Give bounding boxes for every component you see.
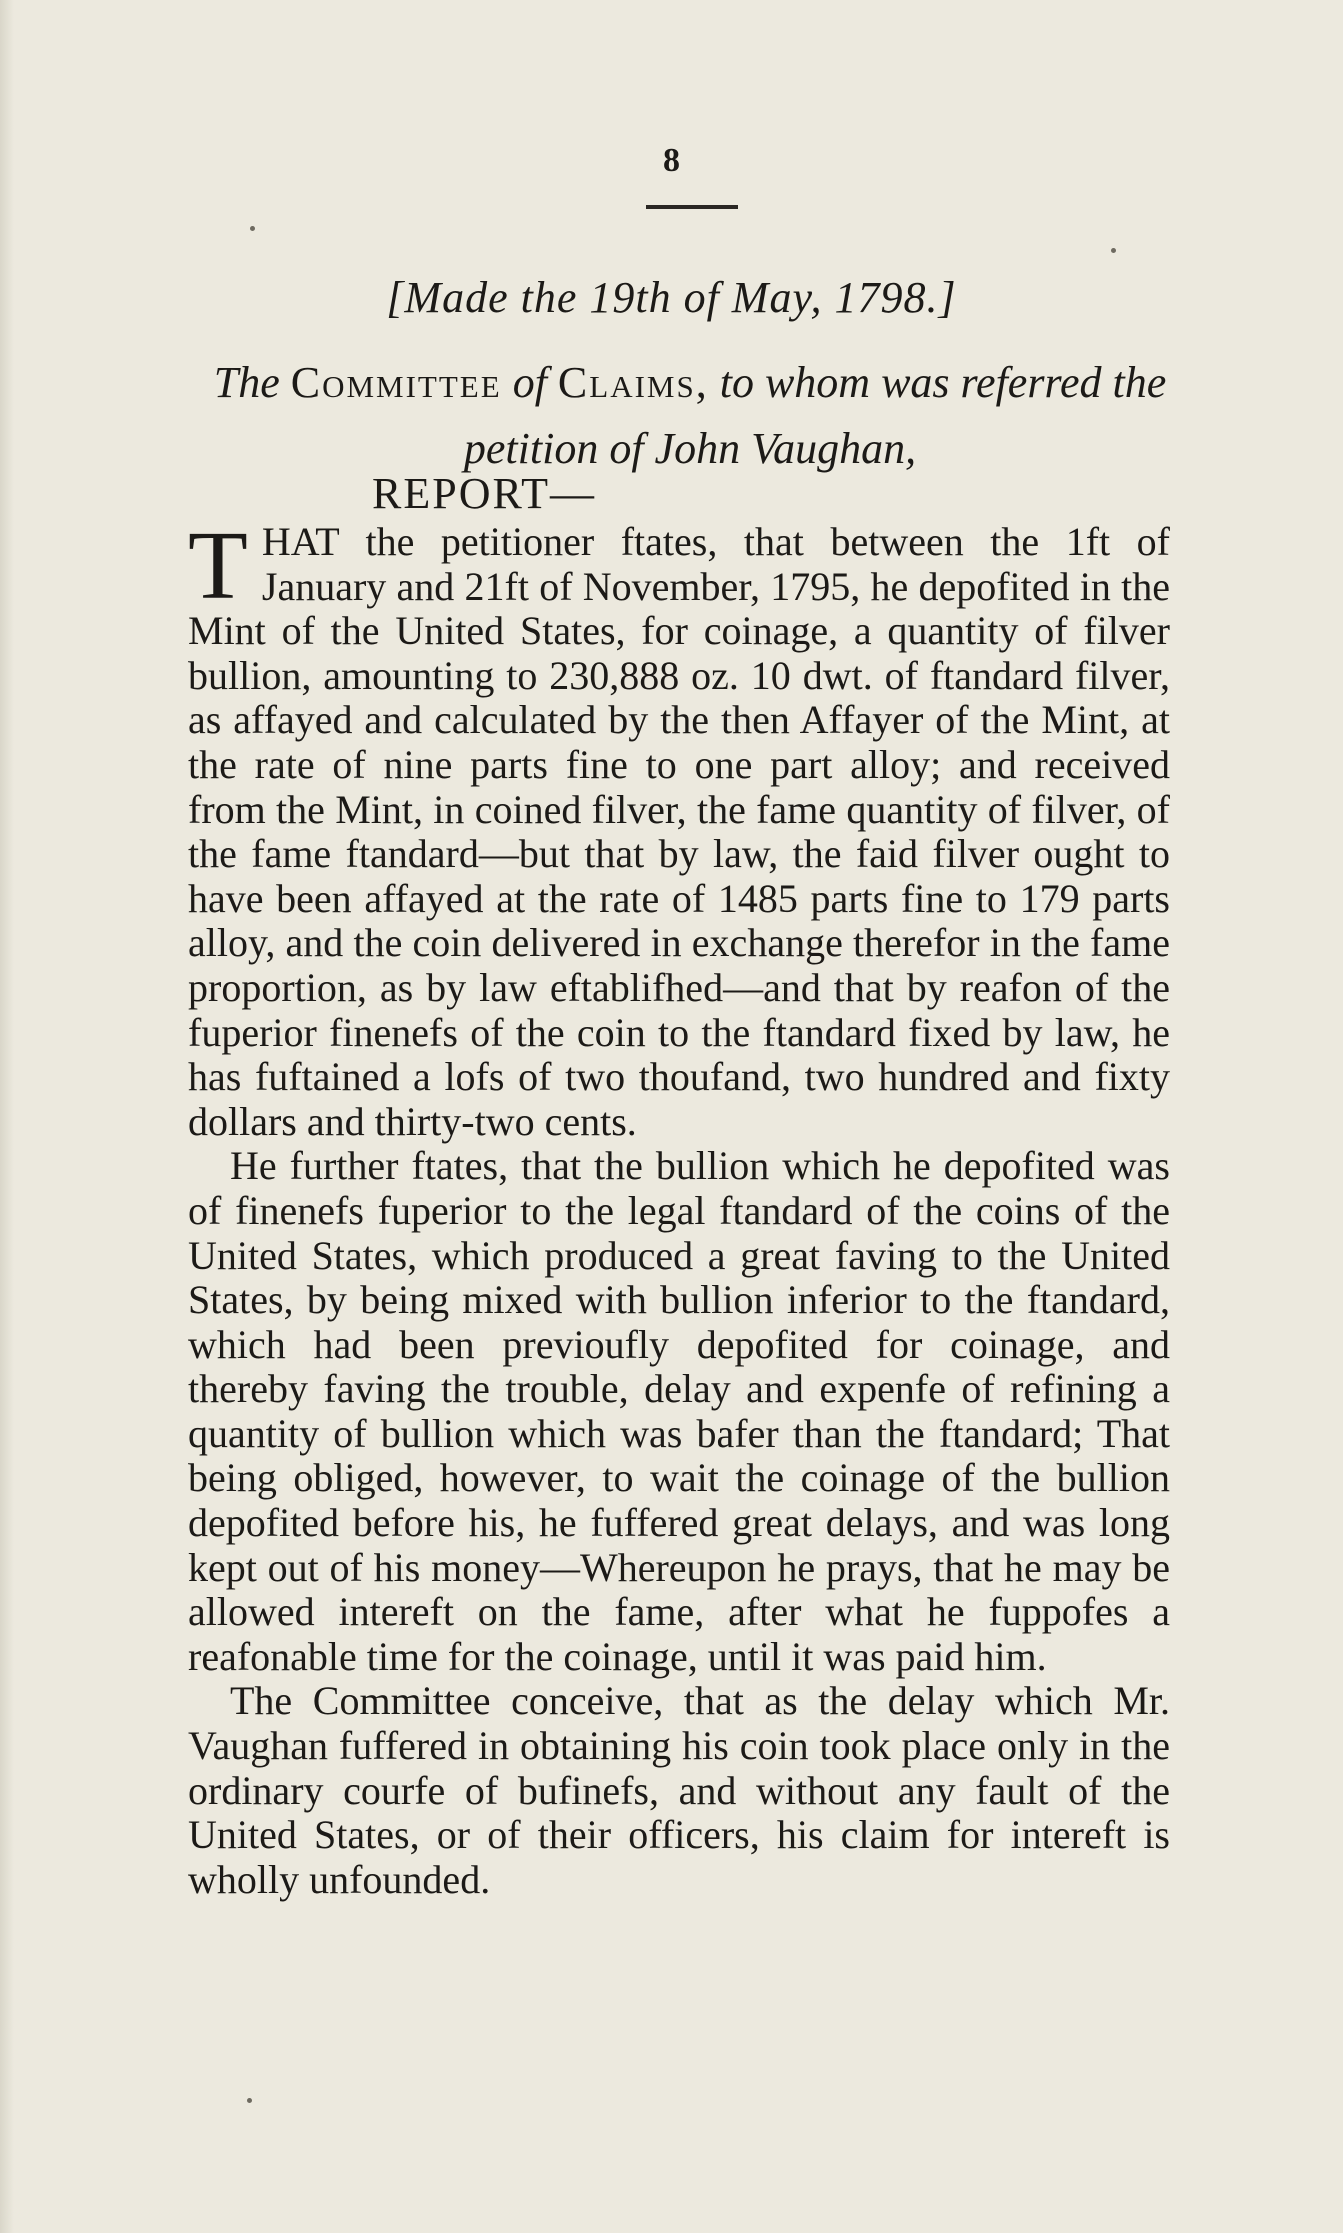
heading-claims: Claims, [557, 358, 709, 407]
ink-speck [1111, 248, 1116, 253]
ink-speck [247, 2098, 252, 2103]
header-rule [646, 205, 738, 209]
paragraph-3: The Committee conceive, that as the delay which Mr. Vaughan fuffered in obtaining his coin took place only in the ordinary courfe of bufinefs, and without any fault of the United States, or of their officers, his claim for intereft is wholly unfounded. [188, 1678, 1170, 1902]
page-edge-shadow [0, 0, 14, 2233]
heading-of: of [512, 358, 547, 407]
ink-speck [250, 226, 255, 231]
paragraph-2: He further ftates, that the bullion which he depofited was of finenefs fuperior to the legal ftandard of the coins of the United States, which produced a great faving to the United States, by being mixed with bullion inferior to the ftandard, which had been previoufly depofited for coinage, and thereby faving the trouble, delay and expenfe of refining a quantity of bullion which was bafer than the ftandard; That being obliged, however, to wait the coinage of the bullion depofited before his, he fuffered great delays, and was long kept out of his money—Whereupon he prays, that he may be allowed intereft on the fame, after what he fuppofes a reafonable time for the coinage, until it was paid him. [188, 1143, 1170, 1679]
report-body [188, 512, 1170, 1902]
committee-heading [190, 350, 1190, 482]
date-line: [Made the 19th of May, 1798.] [386, 273, 957, 322]
drop-cap: T [188, 512, 248, 620]
page-number: 8 [663, 142, 680, 179]
report-label: REPORT— [372, 469, 597, 518]
heading-referral: to whom was referred the petition of John Vaughan, [463, 358, 1167, 473]
heading-the: The [213, 358, 280, 407]
paragraph-1-text: HAT the petitioner ftates, that between the 1ft of January and 21ft of November, 1795, he depofited in the Mint of the United States, for coinage, a quantity of filver bullion, amounting to 230,888 oz. 10 dwt. of ftandard filver, as affayed and calculated by the then Affayer of the Mint, at the rate of nine parts fine to one part alloy; and received from the Mint, in coined filver, the fame quantity of filver, of the fame ftandard—but that by law, the faid filver ought to have been affayed at the rate of 1485 parts fine to 179 parts alloy, and the coin delivered in exchange therefor in the fame proportion, as by law eftablifhed—and that by reafon of the fuperior finenefs of the coin to the ftandard fixed by law, he has fuftained a lofs of two thoufand, two hundred and fixty dollars and thirty-two cents. [188, 519, 1170, 1144]
heading-committee: Committee [290, 358, 502, 407]
paragraph-1 [188, 512, 1170, 1144]
